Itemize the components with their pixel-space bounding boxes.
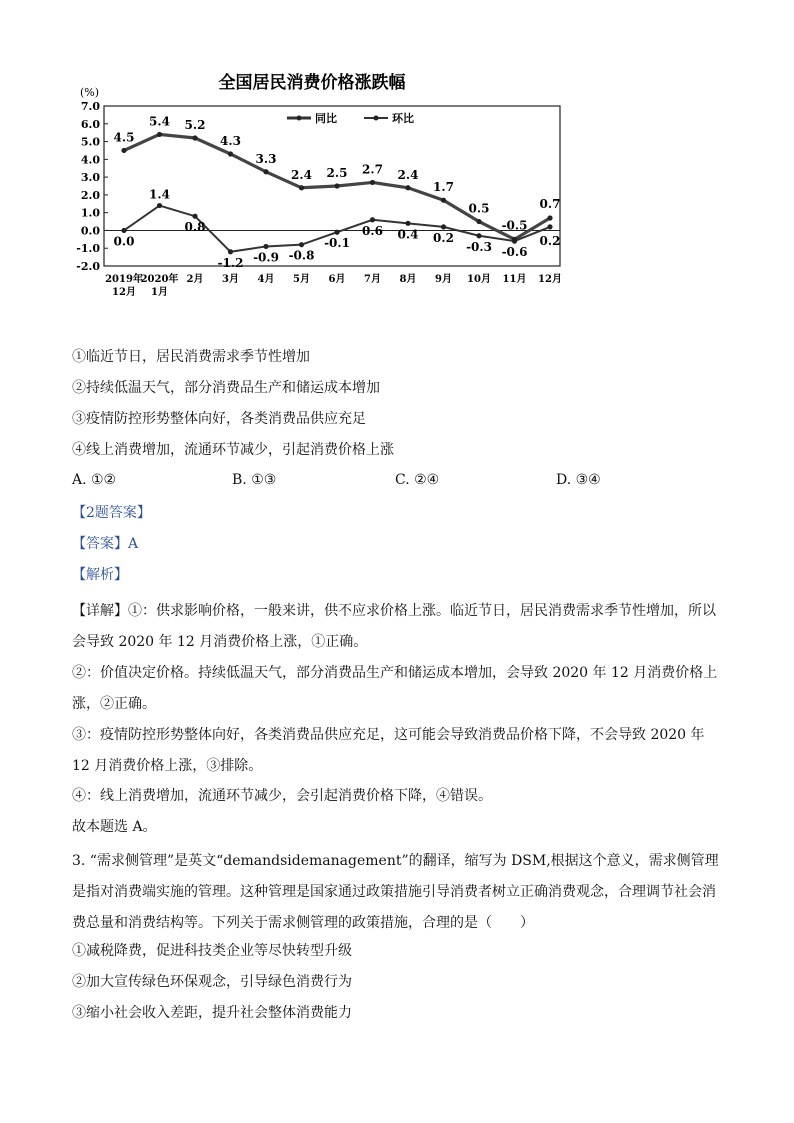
data-label: 5.4 [149, 114, 170, 129]
data-point [547, 224, 552, 229]
data-point [334, 230, 339, 235]
data-label: -0.1 [324, 236, 350, 251]
analysis-heading: 【解析】 [72, 567, 128, 583]
plot-area [104, 106, 560, 270]
conclusion: 故本题选 A。 [72, 819, 157, 835]
data-point [121, 148, 126, 153]
data-label: -1.2 [217, 255, 244, 270]
data-point [121, 228, 126, 233]
chart-legend [287, 111, 414, 125]
data-label: 3.3 [255, 151, 277, 166]
y-tick-label: 2.0 [80, 188, 100, 202]
x-tick-label: 7月 [364, 274, 381, 285]
x-tick-label: 2019年 12月 [105, 274, 143, 298]
x-tick-label: 4月 [257, 274, 275, 285]
data-point [228, 151, 233, 156]
data-point [192, 214, 197, 219]
x-tick-label: 10月 [467, 274, 491, 285]
data-label: 1.7 [433, 180, 454, 195]
y-tick-label: 1.0 [80, 206, 100, 220]
y-tick-label: 3.0 [80, 171, 100, 185]
x-tick-label: 2020年 1月 [140, 274, 179, 298]
legend-label: 同比 [315, 112, 337, 125]
data-label: 2.5 [326, 166, 348, 180]
q2-option-2: ②持续低温天气，部分消费品生产和储运成本增加 [72, 380, 380, 396]
x-tick-label: 3月 [222, 274, 239, 285]
data-label: 0.4 [397, 227, 419, 242]
q3-option-1: ①减税降费，促进科技类企业等尽快转型升级 [72, 943, 352, 959]
data-point [405, 221, 410, 226]
data-label: 4.5 [113, 130, 135, 145]
y-tick-label: 7.0 [80, 100, 100, 113]
data-point [299, 242, 304, 247]
x-tick-label: 11月 [502, 274, 527, 285]
data-point [192, 135, 197, 140]
legend-marker [297, 116, 302, 121]
y-axis [76, 100, 108, 273]
y-unit: (%) [80, 86, 100, 99]
y-tick-label: -1.0 [76, 242, 100, 256]
x-tick-label: 6月 [328, 274, 346, 285]
data-point [263, 169, 268, 174]
data-label: -0.3 [466, 239, 492, 254]
y-tick-label: -2.0 [76, 260, 100, 273]
data-label: 0.8 [184, 220, 206, 235]
data-point [441, 198, 446, 203]
x-tick-label: 2月 [186, 274, 204, 285]
y-tick-label: 4.0 [80, 153, 100, 167]
q2-choice-b: B. ①③ [232, 472, 277, 488]
analysis-para-2: ②：价值决定价格。持续低温天气，部分消费品生产和储运成本增加，会导致 2020 年 12 月消费价格上涨，②正确。 [72, 665, 718, 712]
y-tick-label: 0.0 [80, 224, 100, 238]
data-label: 2.4 [291, 167, 312, 182]
x-tick-label: 12月 [538, 274, 562, 285]
data-label: 4.3 [220, 134, 241, 148]
data-point [441, 224, 446, 229]
q2-option-4: ④线上消费增加，流通环节减少，引起消费价格上涨 [72, 442, 394, 458]
data-label: 2.7 [362, 162, 383, 177]
analysis-para-4: ④：线上消费增加，流通环节减少，会引起消费价格下降，④错误。 [72, 788, 492, 804]
data-point [157, 132, 162, 137]
data-label: 1.4 [149, 187, 170, 202]
data-point [299, 185, 304, 190]
data-label: 0.6 [362, 223, 383, 238]
y-tick-label: 6.0 [80, 117, 100, 131]
data-point [547, 215, 552, 220]
data-label: 0.7 [539, 197, 561, 211]
q2-choice-d: D. ③④ [556, 472, 601, 488]
data-label: -0.5 [501, 218, 528, 233]
data-label: -0.8 [288, 248, 315, 263]
data-label: -0.9 [253, 250, 279, 265]
answer-heading: 【2题答案】 [72, 505, 151, 521]
data-point [370, 217, 375, 222]
q2-option-1: ①临近节日，居民消费需求季节性增加 [72, 349, 310, 365]
x-tick-label: 5月 [293, 274, 310, 285]
data-point [405, 185, 410, 190]
q3-stem: 3. “需求侧管理”是英文“demandsidemanagement”的翻译，缩写为 DSM,根据这个意义，需求侧管理是指对消费端实施的管理。这种管理是国家通过政策措施引导消费者树立正确消费观念，合理调节社会消费总量和消费结构等。下列关于需求侧管理的政策措施，合理的是（ ） [72, 853, 719, 931]
analysis-para-1: 【详解】①：供求影响价格，一般来讲，供不应求价格上涨。临近节日，居民消费需求季节性增加，所以会导致 2020 年 12 月消费价格上涨，①正确。 [72, 603, 716, 650]
data-point [334, 183, 339, 188]
data-point [263, 244, 268, 249]
data-point [228, 249, 233, 254]
cpi-line-chart [72, 66, 572, 312]
x-tick-label: 8月 [399, 274, 417, 285]
data-point [476, 219, 481, 224]
data-point [476, 233, 481, 238]
data-label: 0.2 [539, 233, 561, 248]
answer-line: 【答案】A [72, 536, 139, 552]
q2-choice-c: C. ②④ [395, 472, 440, 488]
data-label: 0.0 [113, 234, 135, 249]
q2-choice-a: A. ①② [72, 472, 117, 488]
q3-option-2: ②加大宣传绿色环保观念，引导绿色消费行为 [72, 974, 352, 990]
data-point [157, 203, 162, 208]
data-label: 5.2 [184, 118, 206, 132]
q3-option-3: ③缩小社会收入差距，提升社会整体消费能力 [72, 1005, 352, 1021]
analysis-para-3: ③：疫情防控形势整体向好，各类消费品供应充足，这可能会导致消费品价格下降，不会导致 2020 年 12 月消费价格上涨，③排除。 [72, 727, 705, 774]
legend-marker [374, 116, 379, 121]
legend-label: 环比 [392, 112, 414, 125]
x-axis [105, 272, 562, 298]
x-tick-label: 9月 [435, 274, 452, 285]
q2-option-3: ③疫情防控形势整体向好，各类消费品供应充足 [72, 411, 366, 427]
data-label: 0.2 [433, 230, 454, 245]
data-label: -0.6 [501, 245, 528, 260]
data-point [370, 180, 375, 185]
data-label: 2.4 [397, 167, 419, 182]
y-tick-label: 5.0 [80, 135, 100, 149]
data-point [512, 239, 517, 244]
data-label: 0.5 [468, 201, 490, 216]
chart-title: 全国居民消费价格涨跌幅 [218, 73, 406, 93]
